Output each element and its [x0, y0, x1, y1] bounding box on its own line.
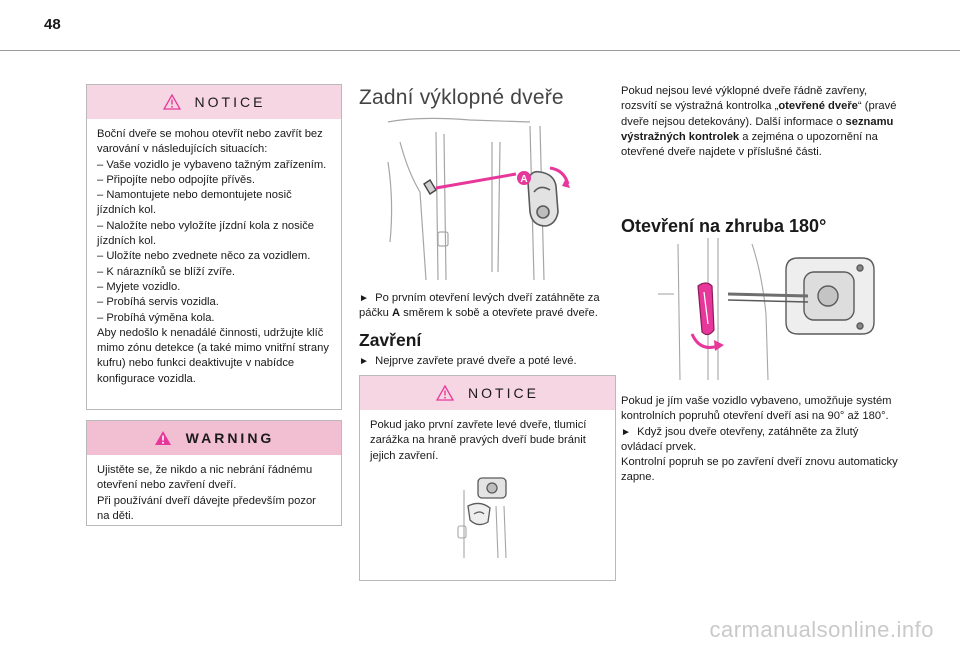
open-180-title: Otevření na zhruba 180°	[621, 216, 827, 236]
notice-body	[360, 410, 615, 464]
notice-text: Pokud jako první zavřete levé dveře, tlumicí zarážka na hraně pravých dveří bude bránit jejich zavření.	[370, 419, 587, 462]
notice-body	[87, 119, 341, 387]
callout-a: A	[520, 174, 528, 185]
notice-box-1	[86, 84, 342, 410]
notice-title: NOTICE	[468, 385, 539, 401]
watermark: carmanualsonline.info	[709, 617, 934, 642]
caution-triangle-icon	[436, 385, 454, 401]
closing-title: Zavření	[359, 330, 422, 350]
closing-step-text: Nejprve zavřete pravé dveře a poté levé.	[375, 355, 577, 367]
rear-door-lever-illustration	[380, 112, 610, 282]
open-180-step-text: Když jsou dveře otevřeny, zatáhněte za žlutý ovládací prvek.	[621, 425, 859, 453]
door-open-label: otevřené dveře	[778, 100, 858, 113]
closing-step	[359, 354, 621, 369]
warning-body	[87, 455, 341, 524]
warning-title: WARNING	[185, 430, 275, 446]
rear-doors-step-text-2: směrem k sobě a otevřete pravé dveře.	[400, 307, 598, 320]
warning-lamp-text-1: Pokud nejsou levé výklopné dveře řádně zavřeny, rozsvítí se výstražná kontrolka „	[621, 85, 868, 113]
warning-lamp-list-link: seznamu výstražných kontrolek	[621, 115, 894, 143]
bullet-arrow: ►	[359, 356, 369, 367]
page-number: 48	[44, 16, 61, 33]
top-rule	[0, 50, 960, 51]
bullet-arrow: ►	[359, 293, 369, 304]
notice-header	[360, 376, 615, 410]
caution-triangle-icon	[163, 94, 181, 110]
warning-text: Ujistěte se, že nikdo a nic nebrání řádnému otevření nebo zavření dveří. Při používání dveří dávejte především pozor na děti.	[97, 464, 316, 522]
notice-header	[87, 85, 341, 119]
check-strap-illustration	[648, 234, 888, 384]
warning-box	[86, 420, 342, 526]
notice-text: Boční dveře se mohou otevřít nebo zavřít bez varování v následujících situacích: – Vaše vozidlo je vybaveno tažným zařízením. – Připojíte nebo odpojíte přívěs. – Namontujete nebo demontujete nosič jízdních kol. – Naložíte nebo vyložíte jízdní kola z nosiče jízdních kol. – Uložíte nebo zvednete něco za vozidlem. – K nárazníků se blíží zvíře. – Myjete vozidlo. – Probíhá servis vozidla. – Probíhá výměna kola. Aby nedošlo k nenadálé činnosti, udržujte klíč mimo zónu detekce (a také mimo vnitřní strany kufru) nebo funkci deaktivujte v nabídce konfigurace vozidla.	[97, 128, 329, 385]
rear-doors-step-text-1: Po prvním otevření levých dveří zatáhněte za páčku	[359, 292, 600, 320]
open-180-text-1: Pokud je jím vaše vozidlo vybaveno, umožňuje systém kontrolních popruhů otevření dveří asi na 90° až 180°.	[621, 395, 892, 423]
open-180-text-2: Kontrolní popruh se po zavření dveří znovu automaticky zapne.	[621, 456, 898, 484]
door-stop-illustration	[444, 470, 534, 560]
rear-doors-step-bold: A	[391, 307, 401, 320]
warning-triangle-icon	[154, 430, 172, 446]
warning-lamp-paragraph	[621, 84, 899, 160]
notice-box-2	[359, 375, 616, 581]
rear-doors-step	[359, 291, 621, 322]
open-180-paragraph	[621, 394, 899, 486]
open-180-step	[621, 425, 899, 456]
warning-lamp-text-2: “ (pravé dveře nejsou detekovány). Další informace o	[621, 100, 897, 128]
bullet-arrow: ►	[621, 426, 631, 438]
warning-lamp-text-3: a zejména o upozornění na otevřené dveře najdete v příslušné části.	[621, 130, 878, 159]
rear-doors-title: Zadní výklopné dveře	[359, 86, 564, 109]
notice-title: NOTICE	[194, 94, 266, 110]
warning-header	[87, 421, 341, 455]
